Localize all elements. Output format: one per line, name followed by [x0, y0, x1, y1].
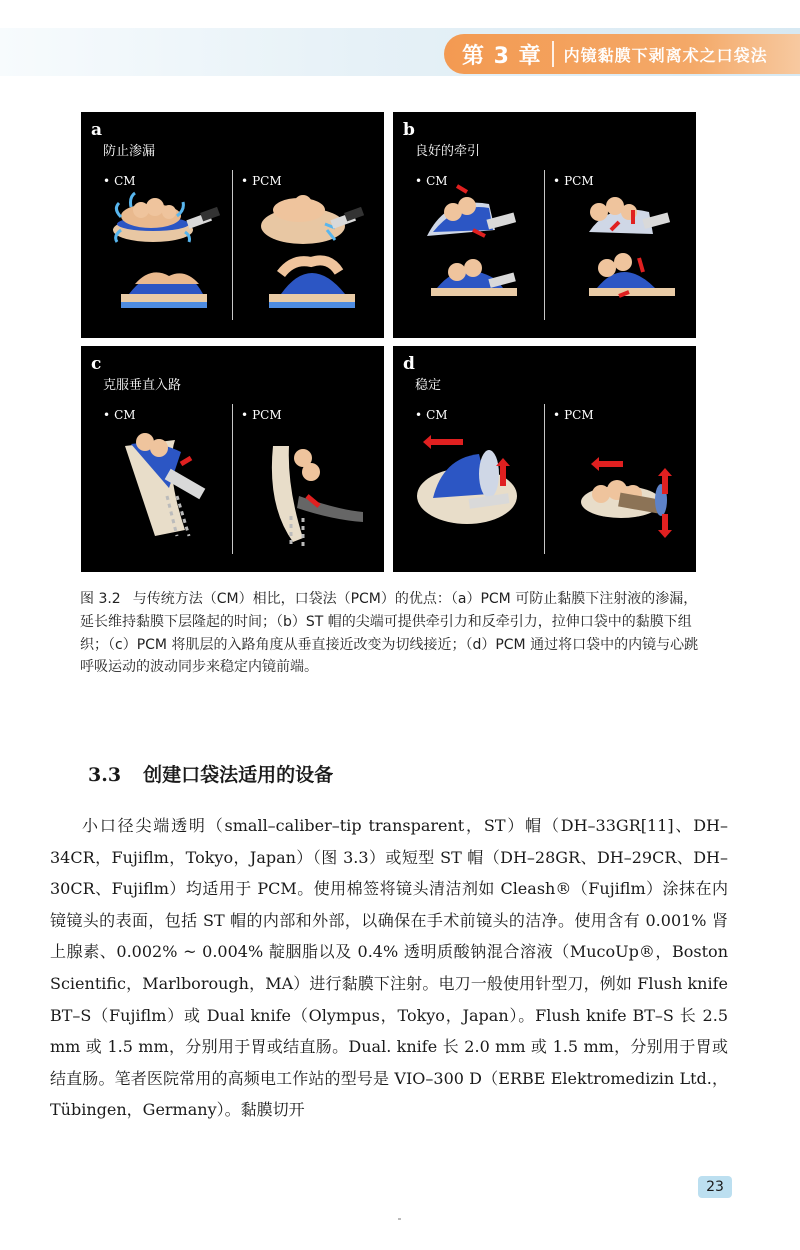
cm-label: • CM	[415, 174, 448, 188]
figure-panel-d	[393, 346, 696, 572]
panel-title: 防止渗漏	[103, 144, 156, 159]
body-text	[50, 810, 728, 1126]
cm-label: • CM	[103, 408, 136, 422]
figure-panel-c	[81, 346, 384, 572]
chapter-title: 内镜黏膜下剥离术之口袋法	[563, 45, 768, 65]
panel-title: 良好的牵引	[415, 144, 481, 159]
pcm-label: • PCM	[553, 174, 594, 188]
body-paragraph: 小口径尖端透明（small–caliber–tip transparent，ST）帽（DH–33GR[11]、DH–34CR，Fujiflm，Tokyo，Japan）（图 3.3）或短型 ST 帽（DH–28GR、DH–29CR、DH–30CR、Fujiflm）均适用于 PCM。使用棉签将镜头清洁剂如 Cleash®（Fujiflm）涂抹在内镜镜头的表面，包括 ST 帽的内部和外部，以确保在手术前镜头的洁净。使用含有 0.001% 肾上腺素、0.002% ~ 0.004% 靛胭脂以及 0.4% 透明质酸钠混合溶液（MucoUp®，Boston Scientific，Marlborough，MA）进行黏膜下注射。电刀一般使用针型刀，例如 Flush knife BT–S（Fujiflm）或 Dual knife（Olympus，Tokyo，Japan）。Flush knife BT–S 长 2.5 mm 或 1.5 mm，分别用于胃或结直肠。Dual. knife 长 2.0 mm 或 1.5 mm，分别用于胃或结直肠。笔者医院常用的高频电工作站的型号是 VIO–300 D（ERBE Elektromedizin Ltd.，Tübingen，Germany）。黏膜切开	[50, 816, 728, 1120]
panel-letter: c	[91, 354, 102, 374]
page-mark	[398, 1218, 401, 1220]
panel-letter: a	[91, 120, 103, 140]
panel-d-divider	[544, 404, 545, 554]
figure-panel-b	[393, 112, 696, 338]
pcm-label: • PCM	[553, 408, 594, 422]
chapter-number: 第 3 章	[462, 43, 542, 69]
caption-number: 图 3.2	[80, 591, 121, 607]
page-number: 23	[698, 1176, 732, 1198]
panel-a-divider	[232, 170, 233, 320]
panel-title: 稳定	[415, 378, 442, 393]
figure-panel-a	[81, 112, 384, 338]
section-heading	[88, 760, 333, 787]
pcm-label: • PCM	[241, 408, 282, 422]
figure-3-2	[81, 112, 697, 572]
panel-letter: d	[403, 354, 415, 374]
panel-b-divider	[544, 170, 545, 320]
chapter-separator	[552, 41, 554, 67]
section-number: 3.3	[88, 764, 122, 786]
panel-title: 克服垂直入路	[103, 378, 182, 393]
panel-letter: b	[403, 120, 415, 140]
figure-caption	[80, 588, 700, 679]
caption-text: 与传统方法（CM）相比，口袋法（PCM）的优点：（a）PCM 可防止黏膜下注射液的渗漏，延长维持黏膜下层隆起的时间；（b）ST 帽的尖端可提供牵引力和反牵引力，拉伸口袋中的黏膜下组织；（c）PCM 将肌层的入路角度从垂直接近改变为切线接近；（d）PCM 通过将口袋中的内镜与心跳呼吸运动的波动同步来稳定内镜前端。	[80, 591, 699, 676]
chapter-tab	[444, 34, 800, 74]
section-title: 创建口袋法适用的设备	[143, 764, 334, 786]
panel-c-divider	[232, 404, 233, 554]
cm-label: • CM	[103, 174, 136, 188]
cm-label: • CM	[415, 408, 448, 422]
pcm-label: • PCM	[241, 174, 282, 188]
